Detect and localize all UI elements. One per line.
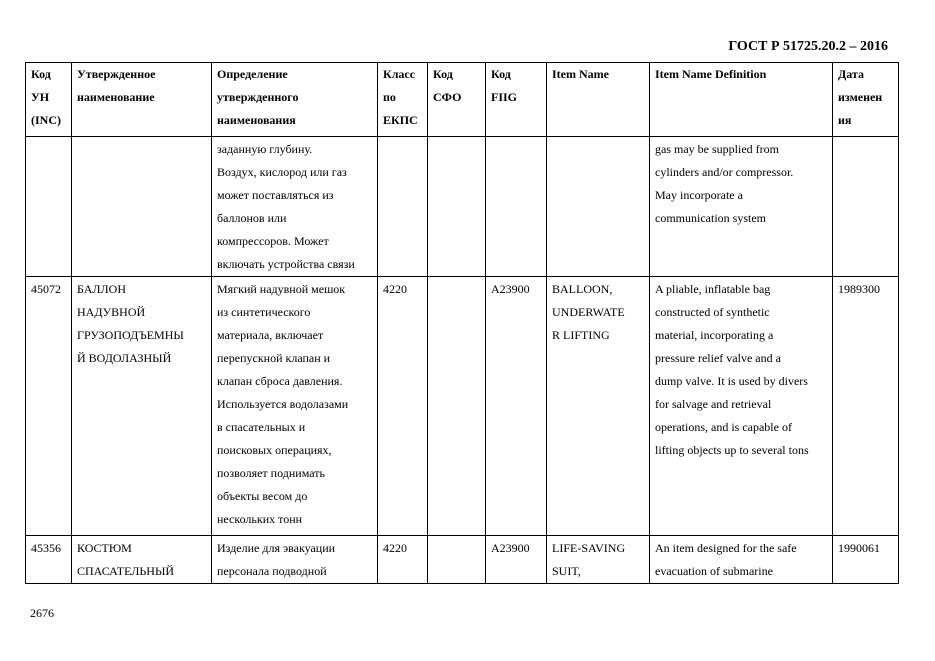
cell-approved-name: КОСТЮМ СПАСАТЕЛЬНЫЙ (72, 536, 212, 584)
col-header-sfo-code: Код СФО (428, 63, 486, 137)
cell-definition: Изделие для эвакуации персонала подводной (212, 536, 378, 584)
cell-approved-name (72, 137, 212, 277)
col-header-definition: Определение утвержденного наименования (212, 63, 378, 137)
cell-sfo-code (428, 277, 486, 536)
col-header-change-date: Дата изменен ия (833, 63, 899, 137)
cell-fiig-code (486, 137, 547, 277)
table-row (26, 137, 899, 277)
cell-inc-code (26, 137, 72, 277)
cell-sfo-code (428, 536, 486, 584)
cell-definition: заданную глубину. Воздух, кислород или газ может поставляться из баллонов или компрессоров. Может включать устройства связи (212, 137, 378, 277)
cell-sfo-code (428, 137, 486, 277)
col-header-approved-name: Утвержденное наименование (72, 63, 212, 137)
table-row (26, 536, 899, 584)
cell-change-date: 1990061 (833, 536, 899, 584)
cell-item-name: LIFE-SAVING SUIT, (547, 536, 650, 584)
cell-definition: Мягкий надувной мешок из синтетического материала, включает перепускной клапан и клапан сброса давления. Используется водолазами в спасательных и поисковых операциях, позволяет поднимать объекты весом до нескольких тонн (212, 277, 378, 536)
cell-item-definition: A pliable, inflatable bag constructed of synthetic material, incorporating a pressure relief valve and a dump valve. It is used by divers for salvage and retrieval operations, and is capable of lifting objects up to several tons (650, 277, 833, 536)
cell-item-name: BALLOON, UNDERWATE R LIFTING (547, 277, 650, 536)
col-header-item-name: Item Name (547, 63, 650, 137)
cell-ekps-class: 4220 (378, 277, 428, 536)
cell-item-definition: An item designed for the safe evacuation of submarine (650, 536, 833, 584)
cell-inc-code: 45072 (26, 277, 72, 536)
table-row (26, 277, 899, 536)
cell-item-name (547, 137, 650, 277)
cell-inc-code: 45356 (26, 536, 72, 584)
header-row (26, 63, 899, 137)
cell-item-definition: gas may be supplied from cylinders and/or compressor. May incorporate a communication system (650, 137, 833, 277)
cell-ekps-class (378, 137, 428, 277)
col-header-inc-code: Код УН (INC) (26, 63, 72, 137)
page-number: 2676 (30, 606, 54, 620)
cell-change-date (833, 137, 899, 277)
cell-ekps-class: 4220 (378, 536, 428, 584)
cell-fiig-code: A23900 (486, 536, 547, 584)
catalog-table (25, 62, 899, 584)
col-header-fiig-code: Код FIIG (486, 63, 547, 137)
cell-change-date: 1989300 (833, 277, 899, 536)
cell-fiig-code: A23900 (486, 277, 547, 536)
cell-approved-name: БАЛЛОН НАДУВНОЙ ГРУЗОПОДЪЕМНЫ Й ВОДОЛАЗНЫЙ (72, 277, 212, 536)
col-header-item-definition: Item Name Definition (650, 63, 833, 137)
document-standard-header: ГОСТ Р 51725.20.2 – 2016 (728, 39, 888, 54)
col-header-ekps-class: Класс по ЕКПС (378, 63, 428, 137)
